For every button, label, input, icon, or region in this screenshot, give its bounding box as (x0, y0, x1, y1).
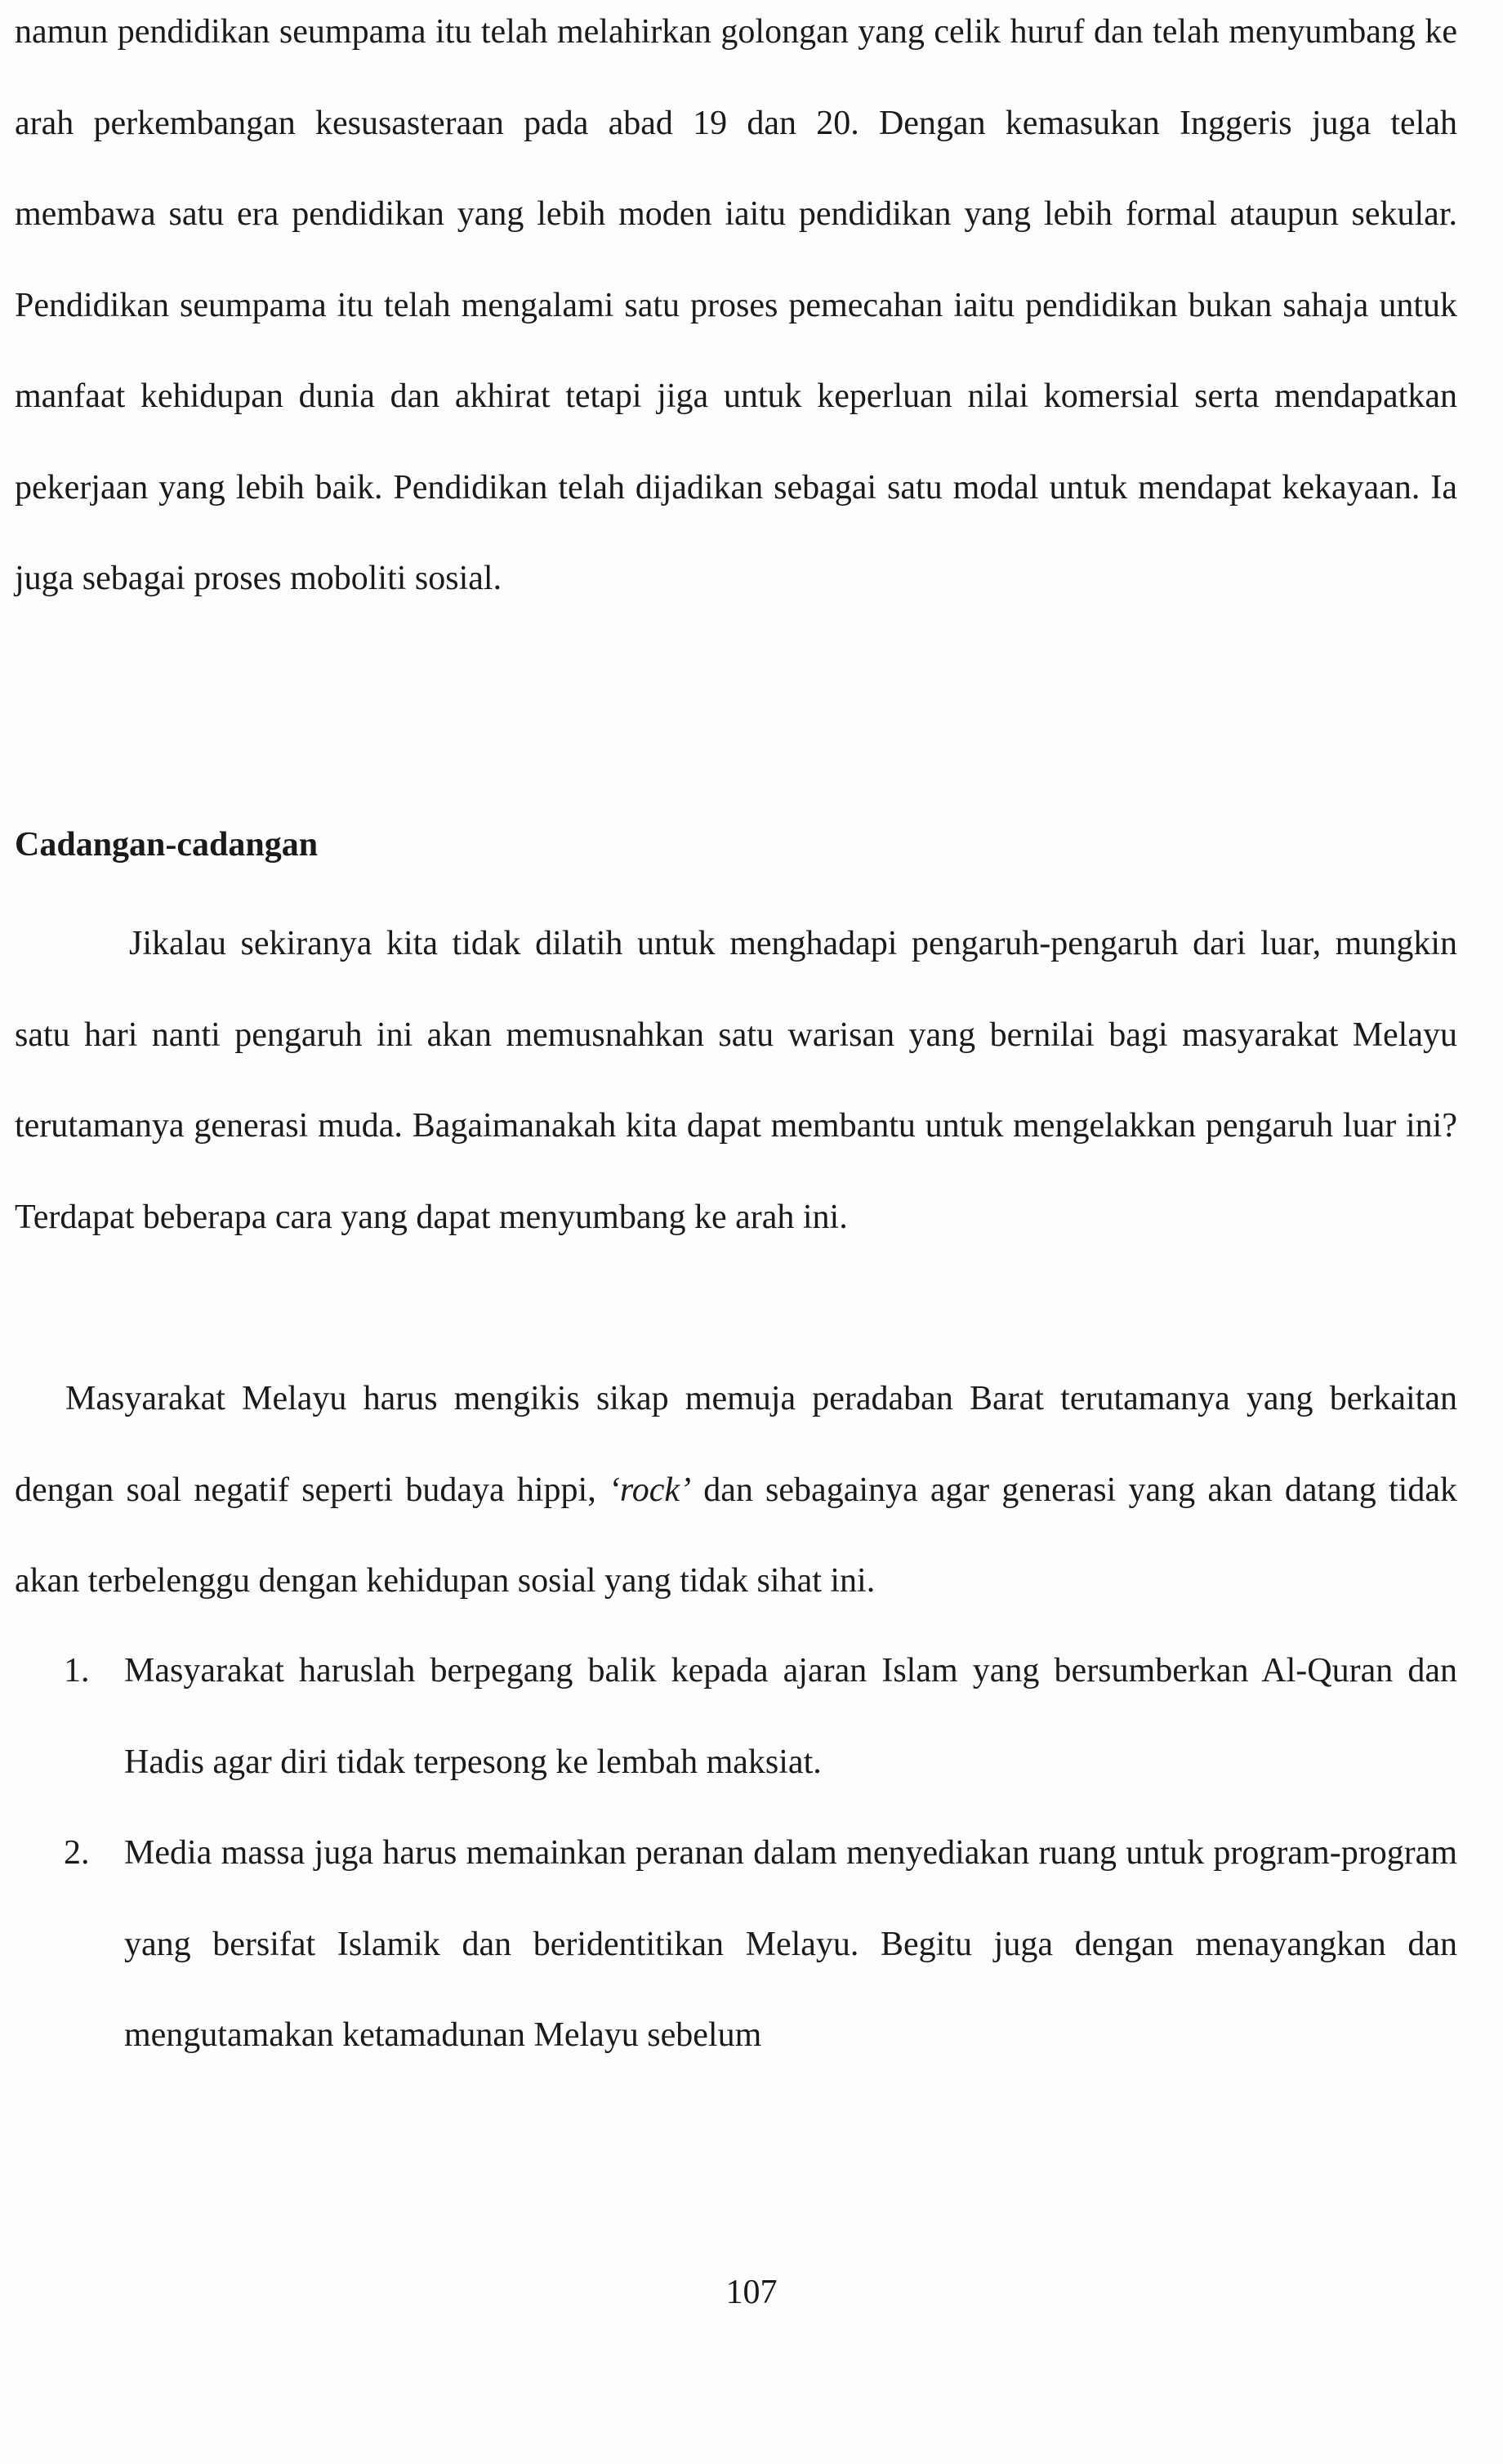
list-item (15, 1808, 1457, 2082)
list-item-number: 1. (64, 1652, 90, 1690)
numbered-list (15, 1626, 1457, 2082)
paragraph-education: namun pendidikan seumpama itu telah melahirkan golongan yang celik huruf dan telah menyumbang ke arah perkembangan kesusasteraan pada abad 19 dan 20. Dengan kemasukan Inggeris juga telah membawa satu era pendidikan yang lebih moden iaitu pendidikan yang lebih formal ataupun sekular. Pendidikan seumpama itu telah mengalami satu proses pemecahan iaitu pendidikan bukan sahaja untuk manfaat kehidupan dunia dan akhirat tetapi jiga untuk keperluan nilai komersial serta mendapatkan pekerjaan yang lebih baik. Pendidikan telah dijadikan sebagai satu modal untuk mendapat kekayaan. Ia juga sebagai proses moboliti sosial. (15, 13, 1457, 597)
paragraph-western-influence (15, 1354, 1457, 1627)
list-item-text: Media massa juga harus memainkan peranan dalam menyediakan ruang untuk program-program yang bersifat Islamik dan beridentitikan Melayu. Begitu juga dengan menayangkan dan mengutamakan ketamadunan Melayu sebelum (124, 1834, 1457, 2054)
section-heading: Cadangan-cadangan (15, 826, 319, 864)
page-number: 107 (725, 2274, 778, 2311)
paragraph-text-after: dan sebagainya agar generasi yang akan datang tidak akan terbelenggu dengan kehidupan sosial yang tidak sihat ini. (15, 1471, 1457, 1600)
list-item (15, 1626, 1457, 1808)
paragraph-text-before: Masyarakat Melayu harus mengikis sikap memuja peradaban Barat terutamanya yang berkaitan dengan soal negatif seperti budaya hippi, (15, 1380, 1457, 1509)
list-item-text: Masyarakat haruslah berpegang balik kepada ajaran Islam yang bersumberkan Al-Quran dan Hadis agar diri tidak terpesong ke lembah maksiat. (124, 1652, 1457, 1781)
emphasized-term: ‘rock’ (608, 1471, 691, 1509)
paragraph-suggestions-intro: Jikalau sekiranya kita tidak dilatih untuk menghadapi pengaruh-pengaruh dari luar, mungkin satu hari nanti pengaruh ini akan memusnahkan satu warisan yang bernilai bagi masyarakat Melayu terutamanya generasi muda. Bagaimanakah kita dapat membantu untuk mengelakkan pengaruh luar ini? Terdapat beberapa cara yang dapat menyumbang ke arah ini. (15, 925, 1457, 1236)
list-item-number: 2. (64, 1834, 90, 1872)
